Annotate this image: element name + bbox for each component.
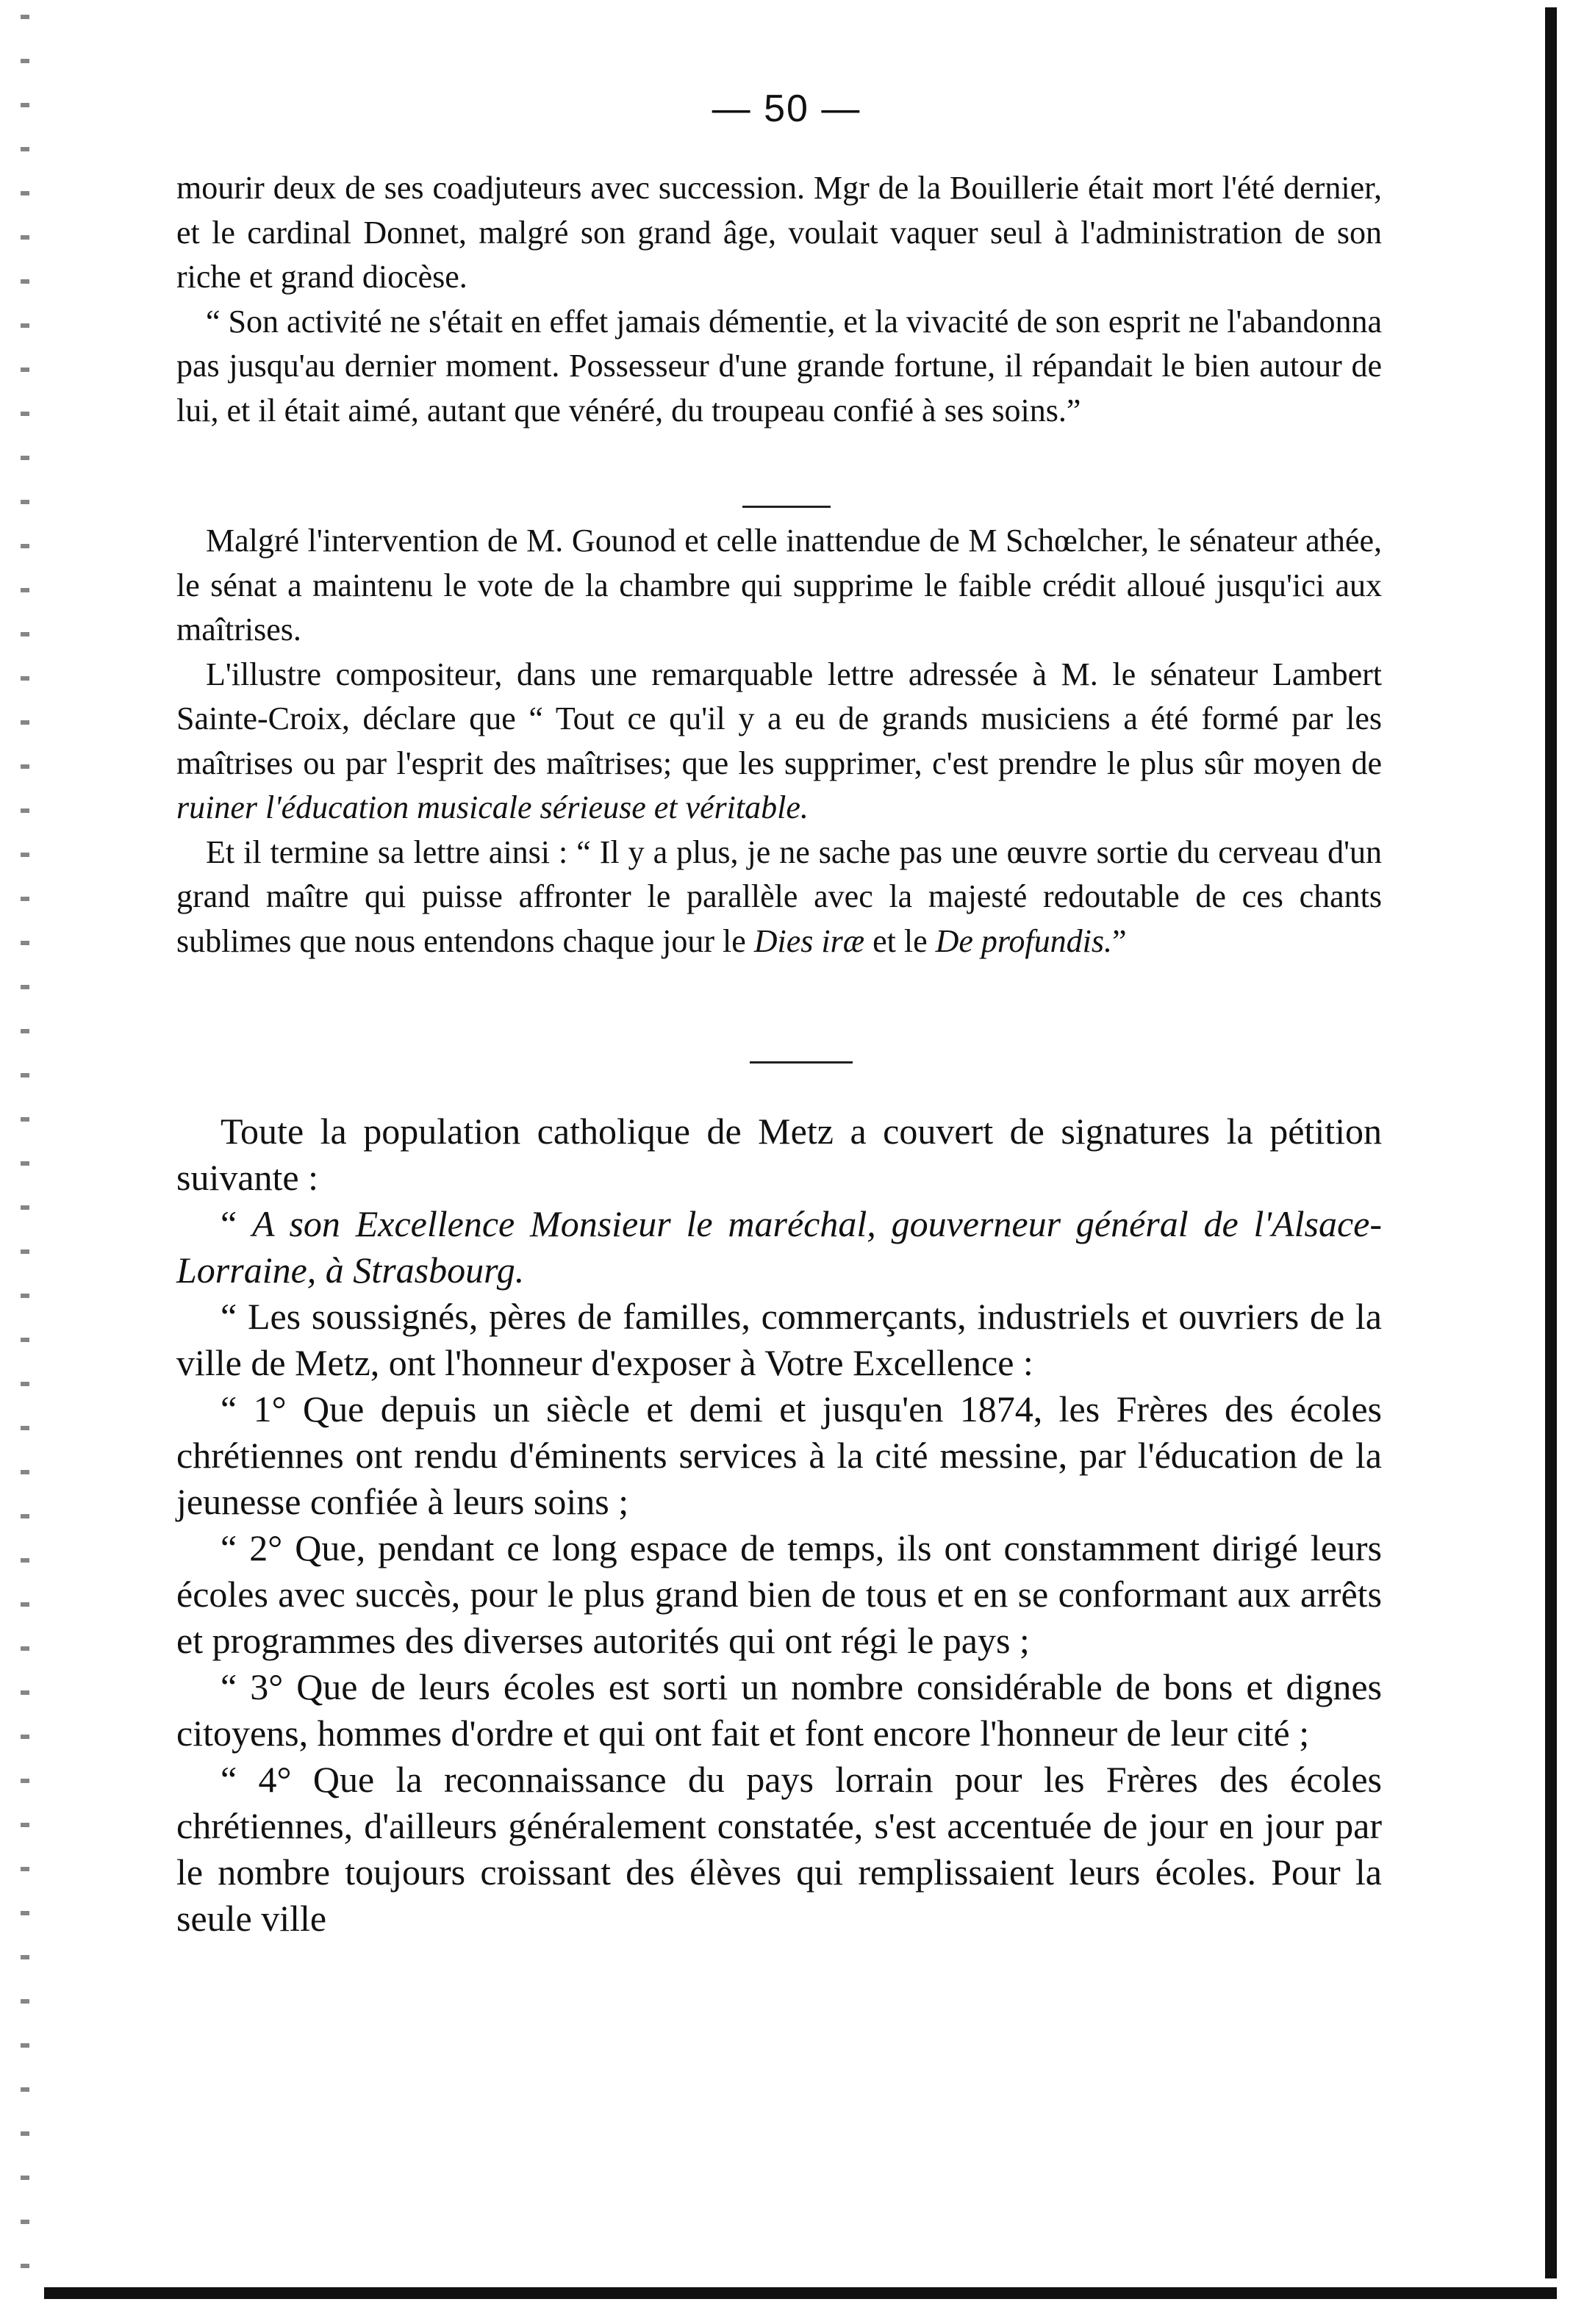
paragraph-text: L'illustre compositeur, dans une remarquable lettre adressée à M. le sénateur Lambert Sainte-Croix, déclare que “ Tout ce qu'il y a eu de grands musiciens a été formé par les maîtrises ou par l'esprit des maîtrises; que les supprimer, c'est prendre le plus sûr moyen de <box>176 656 1382 781</box>
maitrises-article <box>176 519 1382 964</box>
metz-petition-article <box>176 1108 1382 1942</box>
paragraph-text: Et il termine sa lettre ainsi : “ Il y a plus, je ne sache pas une œuvre sortie du cerveau d'un grand maître qui puisse affronter le parallèle avec la majesté redoutable de ces chants sublimes que nous entendons chaque jour le <box>176 833 1382 959</box>
paragraph: mourir deux de ses coadjuteurs avec succession. Mgr de la Bouillerie était mort l'été dernier, et le cardinal Donnet, malgré son grand âge, voulait vaquer seul à l'administration de son riche et grand diocèse. <box>176 170 1382 295</box>
paragraph: Malgré l'intervention de M. Gounod et celle inattendue de M Schœlcher, le sénateur athée, le sénat a maintenu le vote de la chambre qui supprime le faible crédit alloué jusqu'ici aux maîtrises. <box>176 523 1382 648</box>
closing-quote: ” <box>1111 922 1127 959</box>
paragraph <box>176 831 1382 964</box>
section-divider <box>750 1061 853 1064</box>
section-divider <box>742 506 831 508</box>
paragraph-text: et le <box>864 922 936 959</box>
paragraph <box>176 653 1382 831</box>
address-line <box>176 1201 1382 1294</box>
petition-point: “ 2° Que, pendant ce long espace de temps, ils ont constamment dirigé leurs écoles avec succès, pour le plus grand bien de tous et en se conformant aux arrêts et programmes des diverses autorités qui ont régi le pays ; <box>176 1527 1382 1661</box>
obituary-continuation <box>176 166 1382 433</box>
scan-left-edge <box>21 15 29 2278</box>
italic-phrase: ruiner l'éducation musicale sérieuse et véritable. <box>176 789 809 825</box>
italic-title: De profundis. <box>935 922 1112 959</box>
page-number: — 50 — <box>712 87 861 130</box>
petition-point: “ 4° Que la reconnaissance du pays lorrain pour les Frères des écoles chrétiennes, d'ailleurs généralement constatée, s'est accentuée de jour en jour par le nombre toujours croissant des élèves qui remplissaient leurs écoles. Pour la seule ville <box>176 1759 1382 1939</box>
opening-quote: “ <box>221 1203 253 1244</box>
quoted-paragraph: “ Son activité ne s'était en effet jamais démentie, et la vivacité de son esprit ne l'abandonna pas jusqu'au dernier moment. Possesseur d'une grande fortune, il répandait le bien autour de lui, et il était aimé, autant que vénéré, du troupeau confié à ses soins.” <box>176 303 1382 428</box>
petition-point: “ 3° Que de leurs écoles est sorti un nombre considérable de bons et dignes citoyens, hommes d'ordre et qui ont fait et font encore l'honneur de leur cité ; <box>176 1666 1382 1754</box>
scan-right-border <box>1545 7 1557 2278</box>
petition-point: “ 1° Que depuis un siècle et demi et jusqu'en 1874, les Frères des écoles chrétiennes ont rendu d'éminents services à la cité messine, par l'éducation de la jeunesse confiée à leurs soins ; <box>176 1388 1382 1522</box>
paragraph: “ Les soussignés, pères de familles, commerçants, industriels et ouvriers de la ville de Metz, ont l'honneur d'exposer à Votre Excellence : <box>176 1296 1382 1383</box>
italic-title: Dies iræ <box>753 922 865 959</box>
paragraph: Toute la population catholique de Metz a couvert de signatures la pétition suivante : <box>176 1111 1382 1198</box>
scan-bottom-border <box>44 2287 1557 2299</box>
italic-address: A son Excellence Monsieur le maréchal, gouverneur général de l'Alsace-Lorraine, à Strasbourg. <box>176 1203 1382 1291</box>
